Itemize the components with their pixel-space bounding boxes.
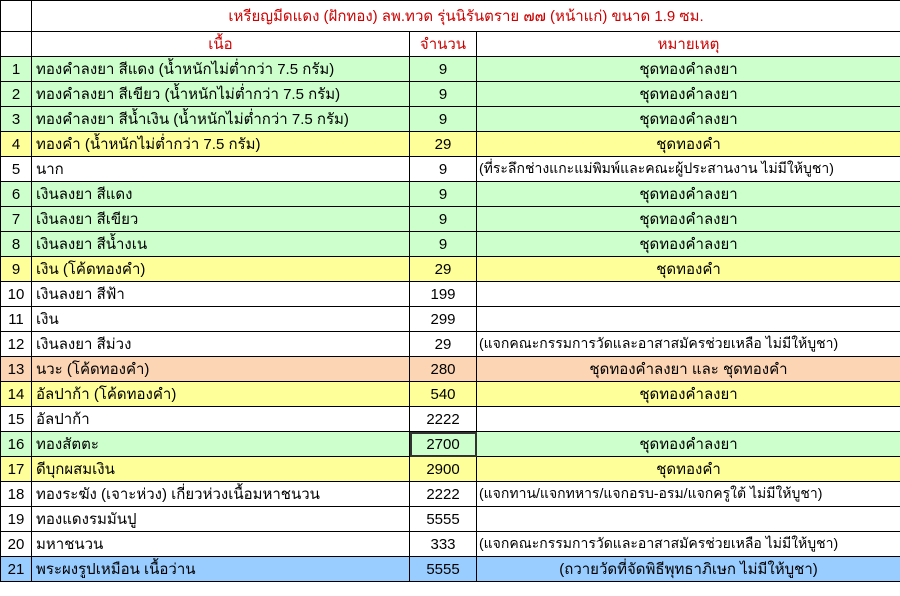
remark-cell[interactable]: ชุดทองคำลงยา — [477, 107, 900, 132]
remark-cell[interactable]: ชุดทองคำลงยา — [477, 432, 900, 457]
remark-cell[interactable]: (ถวายวัดที่จัดพิธีพุทธาภิเษก ไม่มีให้บูชา) — [477, 557, 900, 582]
remark-cell[interactable] — [477, 282, 900, 307]
row-number[interactable]: 6 — [1, 182, 32, 207]
header-remark[interactable]: หมายเหตุ — [477, 32, 900, 57]
row-number[interactable]: 15 — [1, 407, 32, 432]
table-row — [1, 307, 900, 332]
remark-cell[interactable]: ชุดทองคำ — [477, 132, 900, 157]
material-cell[interactable]: อัลปาก้า (โค้ดทองคำ) — [32, 382, 410, 407]
material-cell[interactable]: ทองคำ (น้ำหนักไม่ต่ำกว่า 7.5 กรัม) — [32, 132, 410, 157]
quantity-cell[interactable]: 29 — [410, 332, 477, 357]
table-row — [1, 107, 900, 132]
remark-cell[interactable]: ชุดทองคำลงยา — [477, 207, 900, 232]
row-number[interactable]: 16 — [1, 432, 32, 457]
table-row — [1, 507, 900, 532]
row-number[interactable]: 7 — [1, 207, 32, 232]
material-cell[interactable]: ทองคำลงยา สีเขียว (น้ำหนักไม่ต่ำกว่า 7.5 กรัม) — [32, 82, 410, 107]
quantity-cell[interactable]: 540 — [410, 382, 477, 407]
quantity-cell[interactable]: 9 — [410, 82, 477, 107]
material-cell[interactable]: ทองแดงรมมันปู — [32, 507, 410, 532]
table-row — [1, 157, 900, 182]
material-cell[interactable]: ทองสัตตะ — [32, 432, 410, 457]
material-cell[interactable]: เงิน (โค้ดทองคำ) — [32, 257, 410, 282]
table-row — [1, 382, 900, 407]
table-row — [1, 482, 900, 507]
sheet-title[interactable]: เหรียญมีดแดง (ฝักทอง) ลพ.ทวด รุ่นนิรันตราย ๗๗ (หน้าแก่) ขนาด 1.9 ซม. — [32, 1, 900, 32]
material-cell[interactable]: ทองระฆัง (เจาะห่วง) เกี่ยวห่วงเนื้อมหาชนวน — [32, 482, 410, 507]
remark-cell[interactable]: (แจกคณะกรรมการวัดและอาสาสมัครช่วยเหลือ ไม่มีให้บูชา) — [477, 532, 900, 557]
table-row — [1, 407, 900, 432]
remark-cell[interactable]: ชุดทองคำ — [477, 457, 900, 482]
material-cell[interactable]: ดีบุกผสมเงิน — [32, 457, 410, 482]
row-number[interactable]: 17 — [1, 457, 32, 482]
table-row — [1, 232, 900, 257]
table-row — [1, 557, 900, 582]
quantity-cell[interactable]: 5555 — [410, 557, 477, 582]
remark-cell[interactable]: ชุดทองคำ — [477, 257, 900, 282]
row-number[interactable]: 13 — [1, 357, 32, 382]
row-number[interactable]: 4 — [1, 132, 32, 157]
row-number[interactable]: 19 — [1, 507, 32, 532]
material-cell[interactable]: เงินลงยา สีม่วง — [32, 332, 410, 357]
table-row — [1, 332, 900, 357]
material-cell[interactable]: นวะ (โค้ดทองคำ) — [32, 357, 410, 382]
quantity-cell[interactable]: 9 — [410, 107, 477, 132]
quantity-cell[interactable]: 9 — [410, 157, 477, 182]
quantity-cell[interactable]: 333 — [410, 532, 477, 557]
table-row — [1, 57, 900, 82]
header-blank-cell[interactable] — [1, 32, 32, 57]
row-number[interactable]: 11 — [1, 307, 32, 332]
title-row-blank-cell[interactable] — [1, 1, 32, 32]
remark-cell[interactable]: ชุดทองคำลงยา — [477, 182, 900, 207]
row-number[interactable]: 10 — [1, 282, 32, 307]
row-number[interactable]: 5 — [1, 157, 32, 182]
remark-cell[interactable]: ชุดทองคำลงยา — [477, 232, 900, 257]
row-number[interactable]: 14 — [1, 382, 32, 407]
table-row — [1, 357, 900, 382]
quantity-cell[interactable]: 199 — [410, 282, 477, 307]
row-number[interactable]: 1 — [1, 57, 32, 82]
table-row — [1, 82, 900, 107]
row-number[interactable]: 20 — [1, 532, 32, 557]
material-cell[interactable]: อัลปาก้า — [32, 407, 410, 432]
table-row — [1, 207, 900, 232]
remark-cell[interactable] — [477, 307, 900, 332]
table-row — [1, 532, 900, 557]
material-cell[interactable]: เงินลงยา สีฟ้า — [32, 282, 410, 307]
material-cell[interactable]: เงินลงยา สีน้ำงเน — [32, 232, 410, 257]
remark-cell[interactable]: ชุดทองคำลงยา — [477, 82, 900, 107]
header-row — [1, 32, 900, 57]
quantity-cell[interactable]: 2222 — [410, 407, 477, 432]
remark-cell[interactable] — [477, 407, 900, 432]
row-number[interactable]: 21 — [1, 557, 32, 582]
quantity-cell[interactable]: 5555 — [410, 507, 477, 532]
remark-cell[interactable]: (ที่ระลึกช่างแกะแม่พิมพ์และคณะผู้ประสานงาน ไม่มีให้บูชา) — [477, 157, 900, 182]
quantity-cell[interactable]: 280 — [410, 357, 477, 382]
material-cell[interactable]: เงินลงยา สีเขียว — [32, 207, 410, 232]
quantity-cell[interactable]: 2222 — [410, 482, 477, 507]
quantity-cell[interactable]: 9 — [410, 207, 477, 232]
title-row — [1, 1, 900, 32]
material-cell[interactable]: เงินลงยา สีแดง — [32, 182, 410, 207]
row-number[interactable]: 3 — [1, 107, 32, 132]
row-number[interactable]: 18 — [1, 482, 32, 507]
remark-cell[interactable]: ชุดทองคำลงยา — [477, 57, 900, 82]
header-quantity[interactable]: จำนวน — [410, 32, 477, 57]
row-number[interactable]: 12 — [1, 332, 32, 357]
table-row — [1, 257, 900, 282]
row-number[interactable]: 8 — [1, 232, 32, 257]
remark-cell[interactable]: ชุดทองคำลงยา — [477, 382, 900, 407]
header-material[interactable]: เนื้อ — [32, 32, 410, 57]
remark-cell[interactable]: (แจกทาน/แจกทหาร/แจกอรบ-อรม/แจกครูใต้ ไม่มีให้บูชา) — [477, 482, 900, 507]
quantity-cell[interactable]: 9 — [410, 232, 477, 257]
table-row — [1, 282, 900, 307]
table-row — [1, 182, 900, 207]
material-cell[interactable]: มหาชนวน — [32, 532, 410, 557]
row-number[interactable]: 2 — [1, 82, 32, 107]
material-cell[interactable]: นาก — [32, 157, 410, 182]
quantity-cell[interactable]: 29 — [410, 257, 477, 282]
material-cell[interactable]: ทองคำลงยา สีน้ำเงิน (น้ำหนักไม่ต่ำกว่า 7.5 กรัม) — [32, 107, 410, 132]
quantity-cell[interactable]: 299 — [410, 307, 477, 332]
material-cell[interactable]: ทองคำลงยา สีแดง (น้ำหนักไม่ต่ำกว่า 7.5 กรัม) — [32, 57, 410, 82]
quantity-cell[interactable]: 2900 — [410, 457, 477, 482]
quantity-cell[interactable]: 29 — [410, 132, 477, 157]
table-row — [1, 132, 900, 157]
material-cell[interactable]: พระผงรูปเหมือน เนื้อว่าน — [32, 557, 410, 582]
remark-cell[interactable]: (แจกคณะกรรมการวัดและอาสาสมัครช่วยเหลือ ไม่มีให้บูชา) — [477, 332, 900, 357]
table-row — [1, 432, 900, 457]
row-number[interactable]: 9 — [1, 257, 32, 282]
material-cell[interactable]: เงิน — [32, 307, 410, 332]
remark-cell[interactable]: ชุดทองคำลงยา และ ชุดทองคำ — [477, 357, 900, 382]
quantity-cell-selected[interactable]: 2700 — [410, 432, 477, 457]
remark-cell[interactable] — [477, 507, 900, 532]
quantity-cell[interactable]: 9 — [410, 57, 477, 82]
quantity-cell[interactable]: 9 — [410, 182, 477, 207]
table-row — [1, 457, 900, 482]
